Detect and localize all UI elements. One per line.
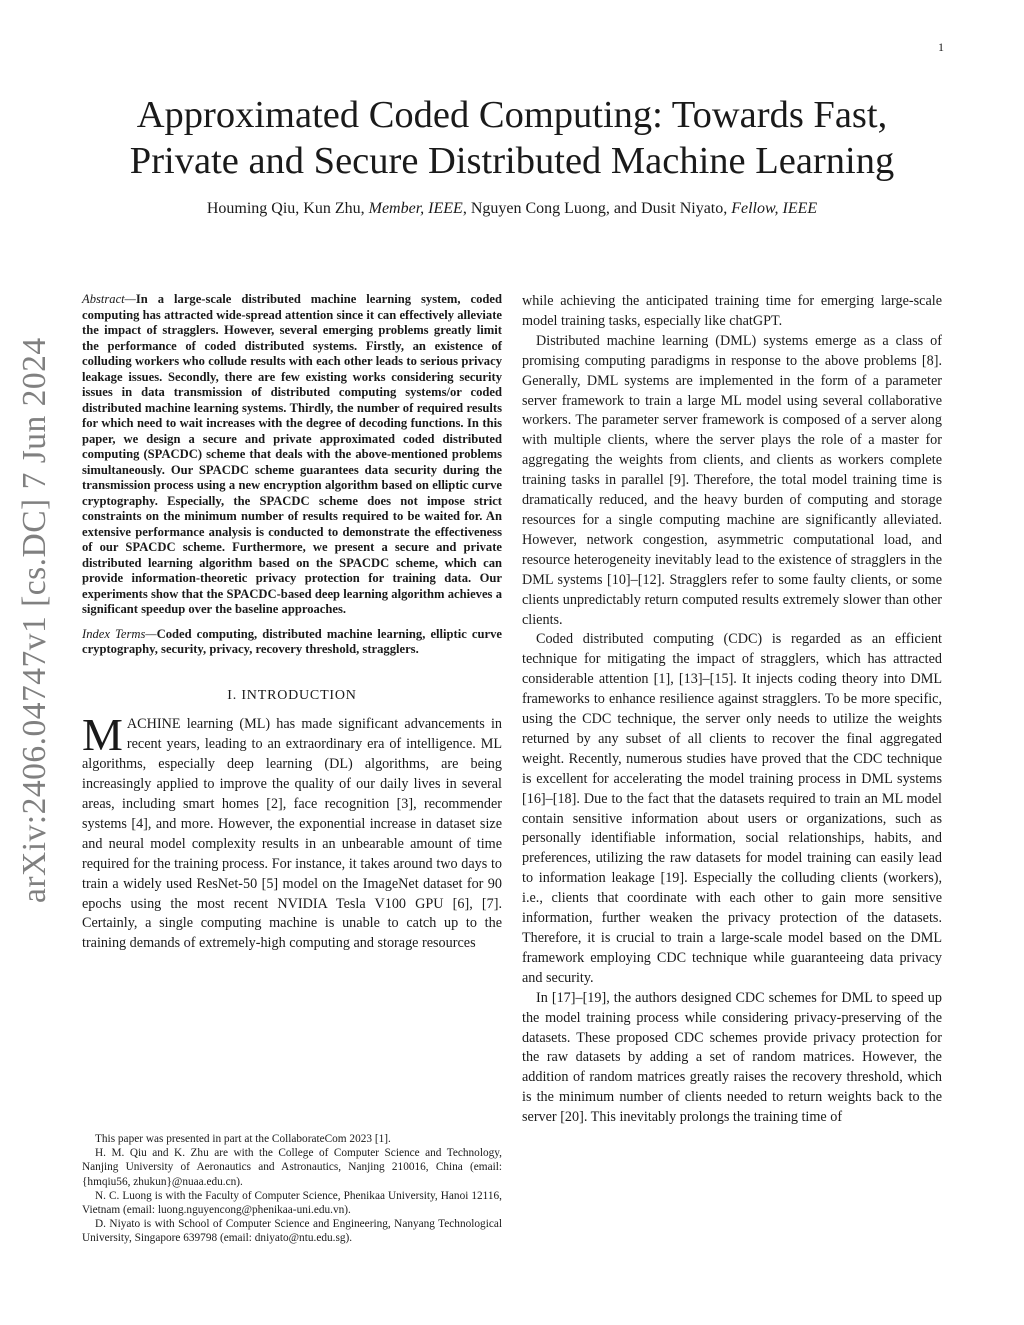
- footnote-affiliation-niyato: D. Niyato is with School of Computer Science and Engineering, Nanyang Technological University, Singapore 639798 (email: dniyato@ntu.edu.sg).: [82, 1218, 502, 1245]
- index-terms-heading: Index Terms—: [82, 626, 157, 641]
- author-role-member: Member, IEEE: [368, 200, 463, 217]
- footnote-affiliation-luong: N. C. Luong is with the Faculty of Computer Science, Phenikaa University, Hanoi 12116, Vietnam (email: luong.nguyencong@phenikaa-uni.edu.vn).: [82, 1189, 502, 1217]
- arxiv-identifier-stamp: arXiv:2406.04747v1 [cs.DC] 7 Jun 2024: [16, 337, 53, 903]
- intro-paragraph-2: Distributed machine learning (DML) systems emerge as a class of promising computing paradigms in response to the above problems [8]. Generally, DML systems are implemented in the form of a parameter server framework to train a large ML model using several collaborative workers. The parameter server framework is composed of a server along with multiple clients, where the server plays the role of a master for aggregating the weights from clients, and clients as workers complete training tasks in parallel [9]. Therefore, the total model training time is dramatically reduced, and the heavy burden of computing and storage resources for a single computing machine are significantly alleviated. However, network congestion, asymmetric computational load, and resource heterogeneity inevitably lead to the existence of stragglers in the DML systems [10]–[12]. Stragglers refer to some faulty clients, or some clients unpredictably return computed results extremely slower than other clients.: [522, 332, 942, 628]
- paper-title: Approximated Coded Computing: Towards Fast, Private and Secure Distributed Machine Learning: [129, 94, 895, 182]
- author-names-2: , Nguyen Cong Luong, and Dusit Niyato,: [462, 200, 732, 217]
- intro-paragraph-3: Coded distributed computing (CDC) is regarded as an efficient technique for mitigating the impact of stragglers, which has attracted considerable attention [1], [13]–[15]. It injects coding theory into DML frameworks to enhance resilience against stragglers. To be more specific, using the CDC technique, the server only needs to utilize the weights returned by any subset of all clients to recover the final aggregated weight. Recently, numerous studies have proved that the CDC technique is excellent for accelerating the model training process in DML systems [16]–[18]. Due to the fact that the datasets required to train an ML model contain sensitive information about users or organizations, such as personally identifiable information, social relationships, habits, and preferences, utilizing the raw datasets for model training can easily lead to information leakage [19]. Especially the colluding clients (workers), i.e., clients that coordinate with each other to gain more sensitive information, further weaken the privacy protection of the datasets. Therefore, it is crucial to train a large-scale model based on the DML framework employing CDC technique while guaranteeing data privacy and security.: [522, 631, 942, 986]
- abstract: [82, 292, 502, 618]
- section-heading-introduction: I. INTRODUCTION: [227, 687, 357, 703]
- intro-paragraph-4: In [17]–[19], the authors designed CDC schemes for DML to speed up the model training process while considering privacy-preserving of the datasets. These proposed CDC schemes provide privacy protection for the raw datasets by adding a set of random matrices. However, the addition of random matrices greatly raises the recovery threshold, which is the minimum number of clients needed to return weights back to the server [20]. This inevitably prolongs the training time of: [522, 989, 942, 1126]
- author-list: [90, 198, 934, 220]
- abstract-text: In a large-scale distributed machine learning system, coded computing has attracted wide-spread attention since it can effectively alleviate the impact of stragglers. However, several emerging problems greatly limit the performance of coded distributed systems. Firstly, an existence of colluding workers who collude results with each other leads to serious privacy leakage issues. Secondly, there are few existing works considering security issues in data transmission of distributed computing systems/or coded distributed machine learning systems. Thirdly, the number of required results for which need to wait increases with the degree of decoding functions. In this paper, we design a secure and private approximated coded distributed computing (SPACDC) scheme that deals with the above-mentioned problems simultaneously. Our SPACDC scheme guarantees data security during the transmission process using a new encryption algorithm based on elliptic curve cryptography. Especially, the SPACDC scheme does not impose strict constraints on the minimum number of results required to be waited for. An extensive performance analysis is conducted to demonstrate the effectiveness of our SPACDC scheme. Furthermore, we present a secure and private distributed learning algorithm based on the SPACDC scheme, which can provide information-theoretic privacy protection for training data. Our experiments show that the SPACDC-based deep learning algorithm achieves a significant speedup over the baseline approaches.: [82, 292, 502, 616]
- intro-paragraph-1-continued: while achieving the anticipated training time for emerging large-scale model training tasks, especially like chatGPT.: [522, 293, 942, 329]
- drop-cap: M: [82, 709, 123, 761]
- index-terms-text: Coded computing, distributed machine learning, elliptic curve cryptography, security, privacy, recovery threshold, stragglers.: [82, 626, 502, 656]
- page-number: 1: [938, 40, 944, 54]
- footnote-presentation: This paper was presented in part at the CollaborateCom 2023 [1].: [95, 1133, 391, 1145]
- author-names-1: Houming Qiu, Kun Zhu,: [206, 200, 369, 217]
- intro-paragraph-1: [82, 709, 502, 954]
- footnote-affiliation-qiu-zhu: H. M. Qiu and K. Zhu are with the College of Computer Science and Technology, Nanjing University of Aeronautics and Astronautics, Nanjing 210016, China (email: {hmqiu56, zhukun}@nuaa.edu.cn).: [82, 1147, 502, 1188]
- intro-paragraph-1-text: ACHINE learning (ML) has made significant advancements in recent years, leading to an extraordinary era of intelligence. ML algorithms, especially deep learning (DL) algorithms, are being increasingly applied to improve the quality of our daily lives in several areas, including smart homes [2], face recognition [3], recommender systems [4], and more. However, the exponential increase in dataset size and neural model complexity results in an unbearable amount of time required for the training process. For instance, it takes around two days to train a widely used ResNet-50 [5] model on the ImageNet dataset for 90 epochs using the most recent NVIDIA Tesla V100 GPU [6], [7]. Certainly, a single computing machine is unable to catch up to the training demands of extremely-high computing and storage resources: [82, 716, 502, 952]
- left-column: [82, 292, 502, 954]
- author-role-fellow: Fellow, IEEE: [731, 200, 818, 217]
- abstract-heading: Abstract—: [82, 292, 136, 306]
- index-terms: [82, 627, 502, 658]
- footnotes: [82, 1132, 502, 1246]
- right-column: [522, 292, 942, 1128]
